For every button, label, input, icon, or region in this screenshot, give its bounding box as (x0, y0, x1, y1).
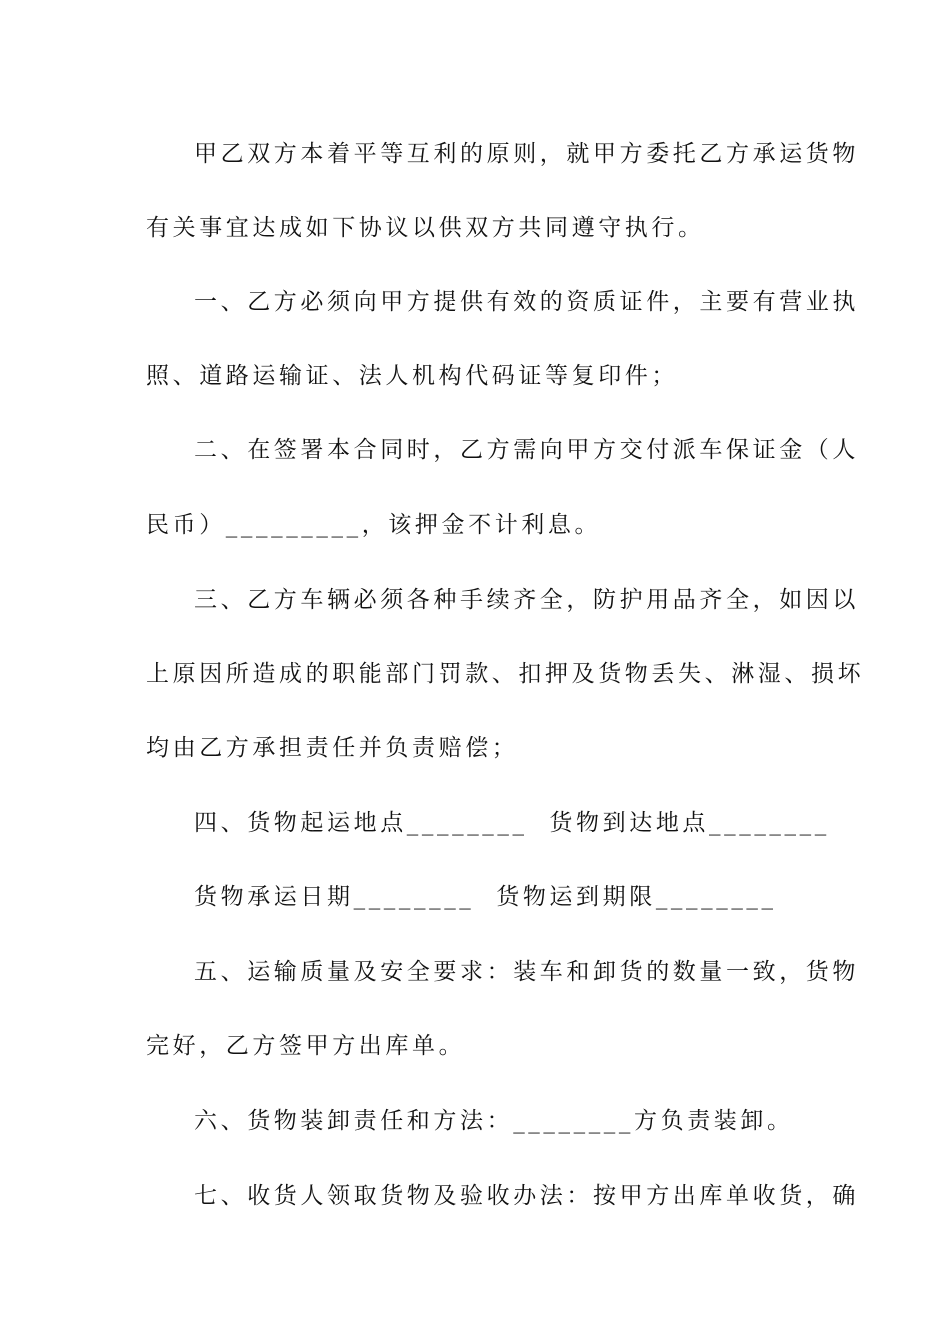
clause-1-line-1: 一、乙方必须向甲方提供有效的资质证件，主要有营业执 (194, 289, 859, 315)
clause-3-line-1: 三、乙方车辆必须各种手续齐全，防护用品齐全，如因以 (194, 587, 859, 613)
clause-3-line-2: 上原因所造成的职能部门罚款、扣押及货物丢失、淋湿、损坏 (146, 661, 865, 687)
clause-4-line-1: 四、货物起运地点________ 货物到达地点________ (194, 810, 830, 836)
clause-2-line-1: 二、在签署本合同时，乙方需向甲方交付派车保证金（人 (194, 437, 859, 463)
paragraph-intro-line-1: 甲乙双方本着平等互利的原则，就甲方委托乙方承运货物 (194, 141, 859, 167)
clause-5-line-2: 完好，乙方签甲方出库单。 (146, 1033, 466, 1059)
clause-5-line-1: 五、运输质量及安全要求：装车和卸货的数量一致，货物 (194, 959, 859, 985)
clause-6-line-1: 六、货物装卸责任和方法：________方负责装卸。 (194, 1108, 794, 1134)
clause-1-line-2: 照、道路运输证、法人机构代码证等复印件； (146, 363, 678, 389)
clause-7-line-1: 七、收货人领取货物及验收办法：按甲方出库单收货，确 (194, 1183, 859, 1209)
clause-3-line-3: 均由乙方承担责任并负责赔偿； (146, 735, 519, 761)
paragraph-intro-line-2: 有关事宜达成如下协议以供双方共同遵守执行。 (146, 215, 705, 241)
clause-4-line-2: 货物承运日期________ 货物运到期限________ (194, 884, 777, 910)
clause-2-line-2: 民币）_________，该押金不计利息。 (146, 512, 602, 538)
